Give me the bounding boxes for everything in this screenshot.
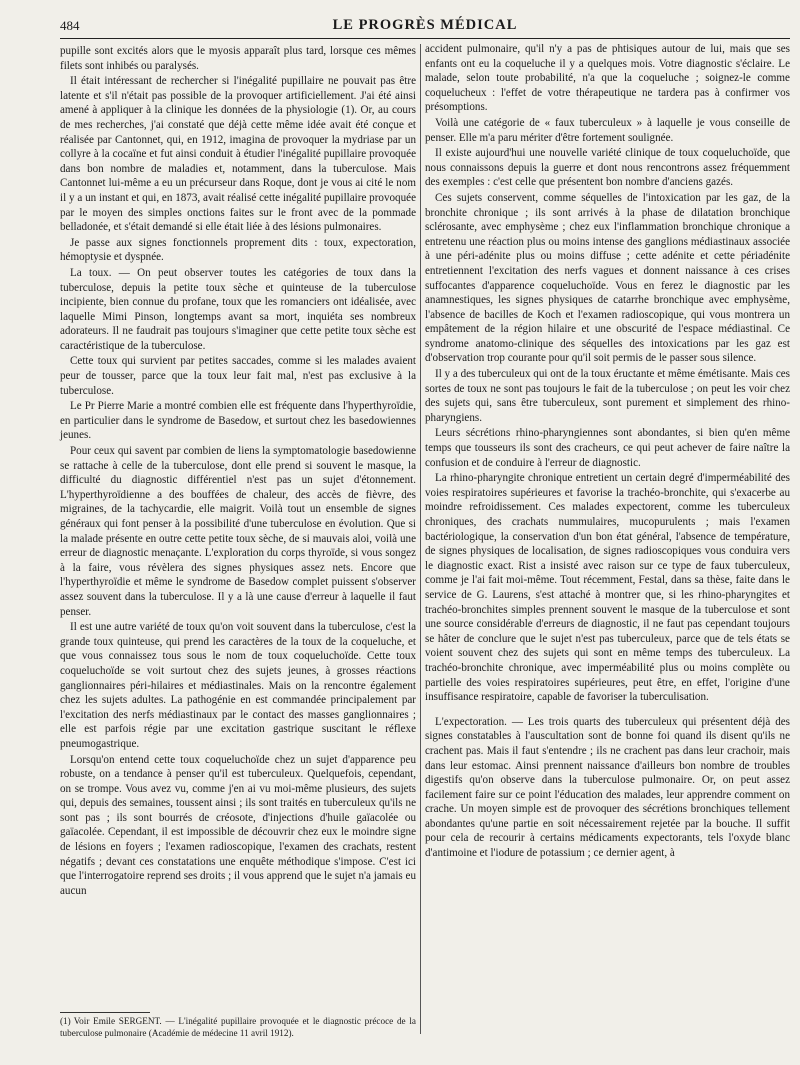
footnote-mark: (1): [60, 1016, 71, 1026]
paragraph: Il était intéressant de rechercher si l'inégalité pupillaire ne pouvait pas être latente et s'il n'était pas possible de la provoquer artificiellement. J'ai été ainsi amené à appliquer à la clinique les données de la physiologie (1). Or, au cours de mes recherches, j'ai constaté que déjà cette même idée avait été conçue et réalisée par Cantonnet, qui, en 1912, imagina de provoquer la mydriase par un collyre à la cocaïne et fut ainsi conduit à étudier l'inégalité pupillaire provoquée dans bon nombre de maladies et, notamment, dans la tuberculose. Mais Cantonnet lui-même a eu un précurseur dans Roque, dont je vous ai cité le nom il y a un instant et qui, en 1873, avait réalisé cette inégalité pupillaire provoquée par le moyen des simples onctions faites sur le front avec de la pommade belladonée, et s'était demandé si elle était liée à des lésions pulmonaires.: [60, 75, 416, 234]
page-header: [60, 16, 790, 39]
paragraph: accident pulmonaire, qu'il n'y a pas de phtisiques autour de lui, mais que ses enfants ont eu la coqueluche il y a quelques mois. Votre diagnostic s'éclaire. Le malade, selon toute probabilité, n'a que la coqueluche ; soignez-le comme coquelucheux : l'effet de votre thérapeutique ne tardera pas à confirmer vos présomptions.: [425, 43, 790, 114]
paragraph: Le Pr Pierre Marie a montré combien elle est fréquente dans l'hyperthyroïdie, en particulier dans le syndrome de Basedow, et surtout chez les basedowiennes jeunes.: [60, 400, 416, 442]
right-column: [425, 42, 790, 861]
section-spacer: [425, 705, 790, 715]
paragraph: La toux. — On peut observer toutes les catégories de toux dans la tuberculose, depuis la petite toux sèche et quinteuse de la tuberculose incipiente, bien connue du profane, toux que les romanciers ont idéalisée, avec laquelle Mimi Pinson, longtemps avant sa mort, inquiéta ses nombreux adorateurs. Il ne faudrait pas toujours s'imaginer que cette petite toux sèche est caractéristique de la tuberculose.: [60, 266, 416, 352]
paragraph: Leurs sécrétions rhino-pharyngiennes sont abondantes, si bien qu'en même temps que tousseurs ils sont des cracheurs, ce qui peut achever de faire naître la confusion et de conduire à l'erreur de diagnostic.: [425, 427, 790, 469]
paragraph: Pour ceux qui savent par combien de liens la symptomatologie basedowienne se rattache à celle de la tuberculose, dont elle prend si souvent le masque, la difficulté du diagnostic différentiel n'est pas un sujet d'étonnement. L'hyperthyroïdienne a des bouffées de chaleur, des accès de fièvre, des migraines, de la tachycardie, elle maigrit. Voilà tout un ensemble de signes généraux qui font penser à la possibilité d'une tuberculose en évolution. Que si la malade présente en outre cette petite toux sèche, de si mauvais aloi, voilà une erreur de diagnostic menaçante. L'exploration du corps thyroïde, si vous songez à la faire, vous révèlera des signes physiques assez nets. Encore que l'hyperthyroïdie et même le syndrome de Basedow complet puissent s'observer assez souvent dans la tuberculose. Il y a là une cause d'erreur à laquelle il faut penser.: [60, 445, 416, 618]
paragraph: Ces sujets conservent, comme séquelles de l'intoxication par les gaz, de la bronchite chronique ; ils sont arrivés à la phase de dilatation bronchique sclérosante, avec emphysème ; chez eux l'inflammation bronchique chronique a entretenu une réaction plus ou moins intense des ganglions médiastinaux associée à une péri-adénite plus ou moins diffuse ; cette adénite et cette périadénite entretiennent l'excitation des nerfs vagues et donnent naissance à ces crises suffocantes d'apparence coqueluchoïde. Vous en ferez le diagnostic par les anamnestiques, les signes physiques de catarrhe bronchique avec emphysème, l'absence de bacilles de Koch et l'examen radioscopique, qui vous montrera un empâtement de la région hilaire et une obscurité de l'espace médiastinal. Ce syndrome anatomo-clinique des séquelles des intoxications par les gaz est d'observation trop courante pour qu'il soit permis de le passer sous silence.: [425, 191, 790, 365]
paragraph: Je passe aux signes fonctionnels proprement dits : toux, expectoration, hémoptysie et dyspnée.: [60, 236, 416, 264]
paragraph: Il est une autre variété de toux qu'on voit souvent dans la tuberculose, c'est la grande toux quinteuse, qui prend les caractères de la toux de la coqueluche, et que vous connaissez tous sous le nom de toux coqueluchoïde. Cette toux coqueluchoïde se voit surtout chez des sujets jeunes, à grosses réactions ganglionnaires péri-hilaires et médiastinales. Mais on la rencontre également chez les sujets adultes. La pathogénie en est commandée principalement par l'excitation des nerfs médiastinaux par le contact des masses ganglionnaires ; elle est parfois régie par une excitation gastrique suscitant le réflexe pneumogastrique.: [60, 621, 416, 750]
running-title: LE PROGRÈS MÉDICAL: [332, 17, 518, 33]
page-number: 484: [60, 18, 80, 33]
left-column: [60, 44, 416, 898]
paragraph: Il y a des tuberculeux qui ont de la toux éructante et même émétisante. Mais ces sortes de toux ne sont pas toujours le fait de la tuberculose ; on peut les voir chez des sujets qui, sans être tuberculeux, sont purement et simplement des rhino-pharyngiens.: [425, 368, 790, 424]
paragraph: Voilà une catégorie de « faux tuberculeux » à laquelle je vous conseille de penser. Elle m'a paru mériter d'être fortement soulignée.: [425, 116, 790, 144]
paragraph: Il existe aujourd'hui une nouvelle variété clinique de toux coqueluchoïde, que nous connaissons depuis la guerre et dont nous rencontrons assez fréquemment des exemples : c'est celle que présentent bon nombre d'anciens gazés.: [425, 147, 790, 189]
column-divider: [420, 44, 421, 1034]
footnote: [60, 1016, 416, 1039]
paragraph: Lorsqu'on entend cette toux coqueluchoïde chez un sujet d'apparence peu robuste, on a tendance à penser qu'il est tuberculeux. Quelquefois, cependant, on se trompe. Vous avez vu, comme j'en ai vu moi-même plusieurs, des sujets qui, depuis des semaines, toussent ainsi ; ils sont traités en tuberculeux qu'ils ne sont pas ; ils sont bourrés de créosote, d'injections d'huile gaïacolée ou gaïacolée. Cependant, il est impossible de découvrir chez eux le moindre signe de lésions en foyers ; l'examen radioscopique, l'examen des crachats, restent négatifs ; devant ces constatations une enquête méthodique s'impose. C'est ici que l'interrogatoire reprend ses droits ; il vous apprend que le sujet n'a jamais eu aucun: [60, 753, 416, 897]
paragraph: pupille sont excités alors que le myosis apparaît plus tard, lorsque ces mêmes filets sont inhibés ou paralysés.: [60, 45, 416, 72]
paragraph: Cette toux qui survient par petites saccades, comme si les malades avaient peur de tousser, parce que la toux leur fait mal, n'est pas exclusive à la tuberculose.: [60, 355, 416, 397]
footnote-divider: [60, 1012, 150, 1013]
footnote-text: Voir Emile SERGENT. — L'inégalité pupillaire provoquée et le diagnostic précoce de la tuberculose pulmonaire (Académie de médecine 11 avril 1912).: [60, 1016, 416, 1038]
paragraph: L'expectoration. — Les trois quarts des tuberculeux qui présentent déjà des signes constatables à l'auscultation sont de bonne foi quand ils disent qu'ils ne crachent pas. Mais il faut s'entendre ; ils ne crachent pas dans leur crachoir, mais dans leur estomac. Ainsi prennent naissance d'ailleurs bon nombre de troubles digestifs qu'on observe dans la tuberculose pulmonaire. Or, on peut assez facilement faire sur ce point l'éducation des malades, leur apprendre comment on crache. Un moyen simple est de provoquer des sécrétions bronchiques tellement abondantes qu'une partie en soit nécessairement rejetée par la bouche. Il suffit pour cela de recourir à certains médicaments expectorants, tels l'oxyde blanc d'antimoine et l'iodure de potassium ; ce dernier agent, à: [425, 715, 790, 860]
paragraph: La rhino-pharyngite chronique entretient un certain degré d'imperméabilité des voies respiratoires supérieures et favorise la trachéo-bronchite, qui s'exacerbe au moindre refroidissement. Ces malades expectorent, comme les tuberculeux chroniques, des crachats nummulaires, mucopurulents ; mais l'examen bactériologique, la conservation d'un bon état général, l'absence de température, de signes physiques de localisation, de signes radioscopiques vous conduira vers le diagnostic exact. Rist a insisté avec raison sur ce type de faux tuberculeux, comme je l'ai fait moi-même. Tout récemment, Festal, dans sa thèse, faite dans le service de G. Laurens, s'est attaché à montrer que, si les rhino-pharyngites et trachéo-bronchites simples prennent souvent le masque de la tuberculose et sont une source considérable d'erreurs de diagnostic, il ne faut pas cependant toujours se hâter de conclure que le sujet n'est pas tuberculeux, parce que de tels états se voient souvent chez des sujets qui sont en même temps des tuberculeux. La trachéo-bronchite chronique, avec imperméabilité plus ou moins complète ou partielle des voies respiratoires supérieures, peut être, en effet, l'origine d'une insuffisance respiratoire, capable de favoriser la tuberculisation.: [425, 472, 790, 704]
